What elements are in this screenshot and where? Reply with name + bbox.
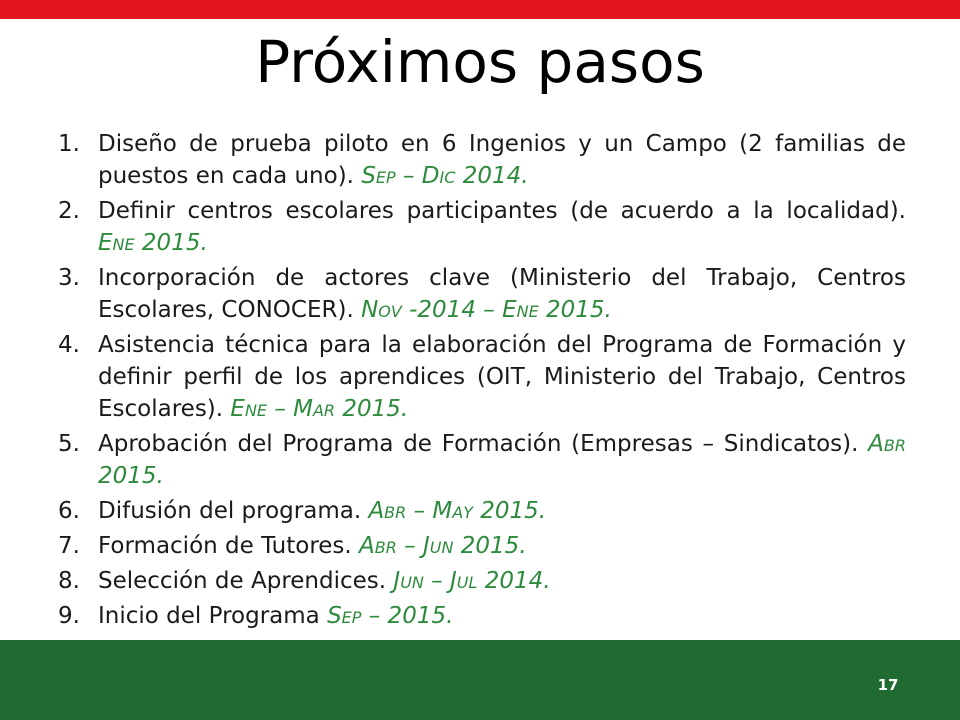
next-steps-list xyxy=(58,128,906,635)
item-number: 8. xyxy=(58,568,80,594)
item-date: Nov -2014 – Ene 2015. xyxy=(361,297,612,323)
item-date: Ene 2015. xyxy=(98,230,208,256)
list-item xyxy=(58,262,906,326)
item-number: 6. xyxy=(58,498,80,524)
item-date: Jun – Jul 2014. xyxy=(393,568,551,594)
item-number: 4. xyxy=(58,332,80,358)
item-text: Selección de Aprendices. xyxy=(98,568,394,594)
item-number: 2. xyxy=(58,198,80,224)
item-text: Aprobación del Programa de Formación (Empresas – Sindicatos). xyxy=(98,431,869,457)
item-date: Sep – Dic 2014. xyxy=(361,163,529,189)
item-number: 9. xyxy=(58,603,80,629)
item-number: 5. xyxy=(58,431,80,457)
list-item xyxy=(58,329,906,425)
item-number: 3. xyxy=(58,265,80,291)
item-text: Difusión del programa. xyxy=(98,498,369,524)
item-date: Sep – 2015. xyxy=(327,603,454,629)
item-text: Asistencia técnica para la elaboración del Programa de Formación y definir perfil de los aprendices (OIT, Ministerio del Trabajo, Centros Escolares). xyxy=(98,332,906,422)
slide-title: Próximos pasos xyxy=(255,28,705,96)
item-text: Definir centros escolares participantes (de acuerdo a la localidad). xyxy=(98,198,906,224)
item-date: Abr – Jun 2015. xyxy=(359,533,527,559)
list-item xyxy=(58,530,906,562)
list-item xyxy=(58,128,906,192)
item-text: Inicio del Programa xyxy=(98,603,328,629)
list-item xyxy=(58,428,906,492)
item-date: Abr 2015. xyxy=(98,431,906,489)
list-item xyxy=(58,565,906,597)
item-number: 7. xyxy=(58,533,80,559)
list-item xyxy=(58,195,906,259)
page-number: 17 xyxy=(877,676,899,694)
top-accent-bar xyxy=(0,0,960,19)
item-date: Abr – May 2015. xyxy=(368,498,547,524)
item-text: Diseño de prueba piloto en 6 Ingenios y un Campo (2 familias de puestos en cada uno). xyxy=(98,131,906,189)
footer-bar xyxy=(0,640,960,720)
list-item xyxy=(58,600,906,632)
item-number: 1. xyxy=(58,131,80,157)
item-date: Ene – Mar 2015. xyxy=(230,396,409,422)
item-text: Formación de Tutores. xyxy=(98,533,360,559)
item-text: Incorporación de actores clave (Ministerio del Trabajo, Centros Escolares, CONOCER). xyxy=(98,265,906,323)
list-item xyxy=(58,495,906,527)
